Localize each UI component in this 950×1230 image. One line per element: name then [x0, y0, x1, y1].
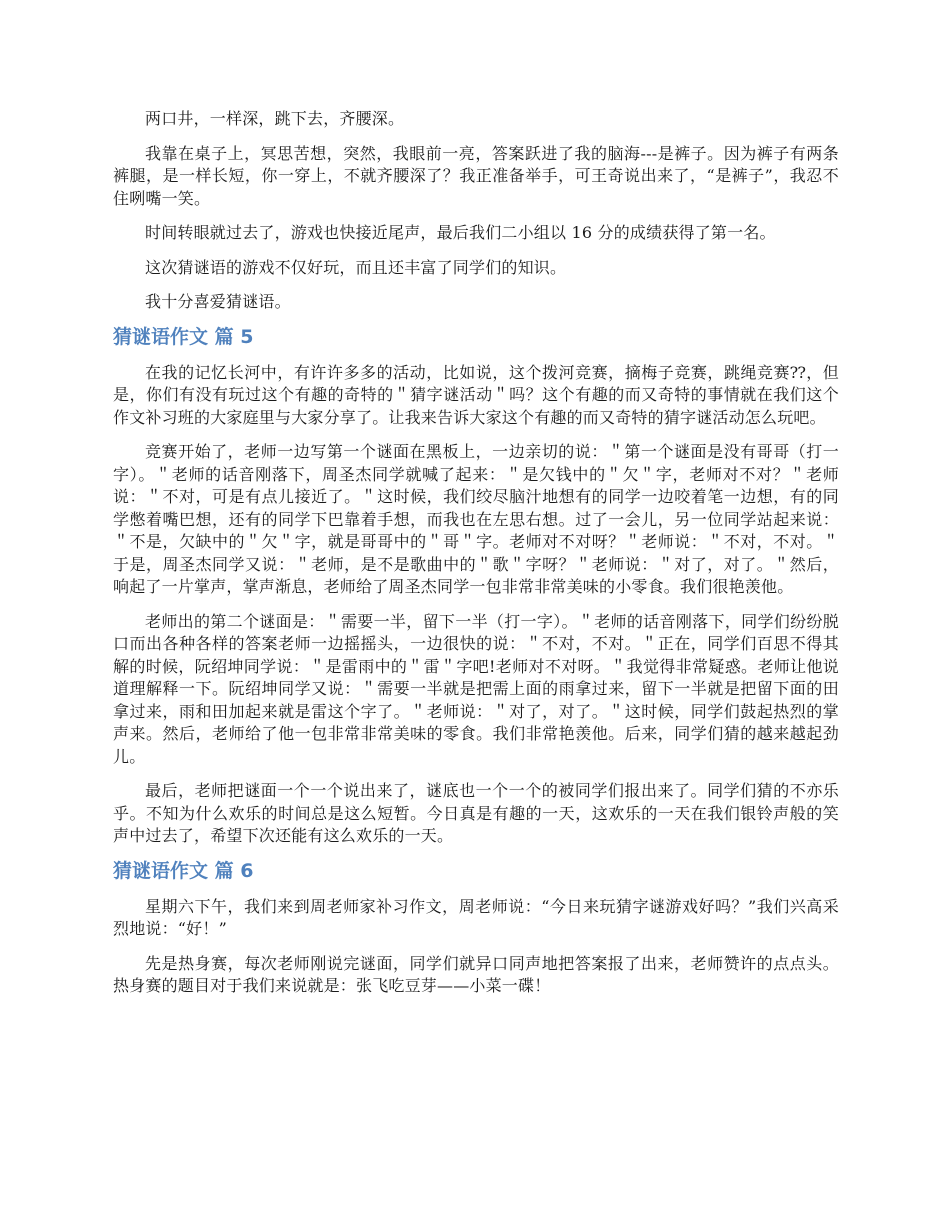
document-body [113, 108, 839, 1010]
section-heading-6: 猜谜语作文 篇 6 [113, 859, 254, 882]
paragraph: 最后，老师把谜面一个一个说出来了，谜底也一个一个的被同学们报出来了。同学们猜的不亦乐乎。不知为什么欢乐的时间总是这么短暂。今日真是有趣的一天，这欢乐的一天在我们银铃声般的笑声中过去了，希望下次还能有这么欢乐的一天。 [113, 781, 839, 845]
paragraph: 在我的记忆长河中，有许许多多的活动，比如说，这个拨河竞赛，摘梅子竞赛，跳绳竞赛⁇，但是，你们有没有玩过这个有趣的奇特的＂猜字谜活动＂吗？这个有趣的而又奇特的事情就在我们这个作文补习班的大家庭里与大家分享了。让我来告诉大家这个有趣的而又奇特的猜字谜活动怎么玩吧。 [113, 362, 839, 427]
paragraph: 老师出的第二个谜面是：＂需要一半，留下一半（打一字）。＂老师的话音刚落下，同学们纷纷脱口而出各种各样的答案老师一边摇摇头，一边很快的说：＂不对，不对。＂正在，同学们百思不得其解的时候，阮绍坤同学说：＂是雷雨中的＂雷＂字吧!老师对不对呀。＂我觉得非常疑惑。老师让他说道理解释一下。阮绍坤同学又说：＂需要一半就是把需上面的雨拿过来，留下一半就是把留下面的田拿过来，雨和田加起来就是雷这个字了。＂老师说：＂对了，对了。＂这时候，同学们鼓起热烈的掌声来。然后，老师给了他一包非常非常美味的零食。我们非常艳羡他。后来，同学们猜的越来越起劲儿。 [113, 611, 839, 766]
paragraph: 两口井，一样深，跳下去，齐腰深。 [145, 109, 405, 128]
paragraph: 星期六下午，我们来到周老师家补习作文，周老师说：“今日来玩猜字谜游戏好吗？”我们兴高采烈地说：“好！” [113, 896, 839, 938]
section-heading-5: 猜谜语作文 篇 5 [113, 325, 254, 348]
paragraph: 竞赛开始了，老师一边写第一个谜面在黑板上，一边亲切的说：＂第一个谜面是没有哥哥（打一字）。＂老师的话音刚落下，周圣杰同学就喊了起来：＂是欠钱中的＂欠＂字，老师对不对？＂老师说：＂不对，可是有点儿接近了。＂这时候，我们绞尽脑汁地想有的同学一边咬着笔一边想，有的同学憋着嘴巴想，还有的同学下巴靠着手想，而我也在左思右想。过了一会儿，另一位同学站起来说：＂不是，欠缺中的＂欠＂字，就是哥哥中的＂哥＂字。老师对不对呀？＂老师说：＂不对，不对。＂于是，周圣杰同学又说：＂老师，是不是歌曲中的＂歌＂字呀？＂老师说：＂对了，对了。＂然后，响起了一片掌声，掌声渐息，老师给了周圣杰同学一包非常非常美味的小零食。我们很艳羡他。 [113, 442, 839, 596]
paragraph: 先是热身赛，每次老师刚说完谜面，同学们就异口同声地把答案报了出来，老师赞许的点点头。热身赛的题目对于我们来说就是：张飞吃豆芽——小菜一碟！ [113, 953, 839, 995]
paragraph: 我十分喜爱猜谜语。 [145, 292, 291, 311]
paragraph: 我靠在桌子上，冥思苦想，突然，我眼前一亮，答案跃进了我的脑海---是裤子。因为裤子有两条裤腿，是一样长短，你一穿上，不就齐腰深了？我正准备举手，可王奇说出来了，“是裤子”，我忍不住咧嘴一笑。 [113, 143, 839, 208]
paragraph: 时间转眼就过去了，游戏也快接近尾声，最后我们二小组以 16 分的成绩获得了第一名。 [145, 223, 776, 242]
paragraph: 这次猜谜语的游戏不仅好玩，而且还丰富了同学们的知识。 [145, 257, 567, 277]
